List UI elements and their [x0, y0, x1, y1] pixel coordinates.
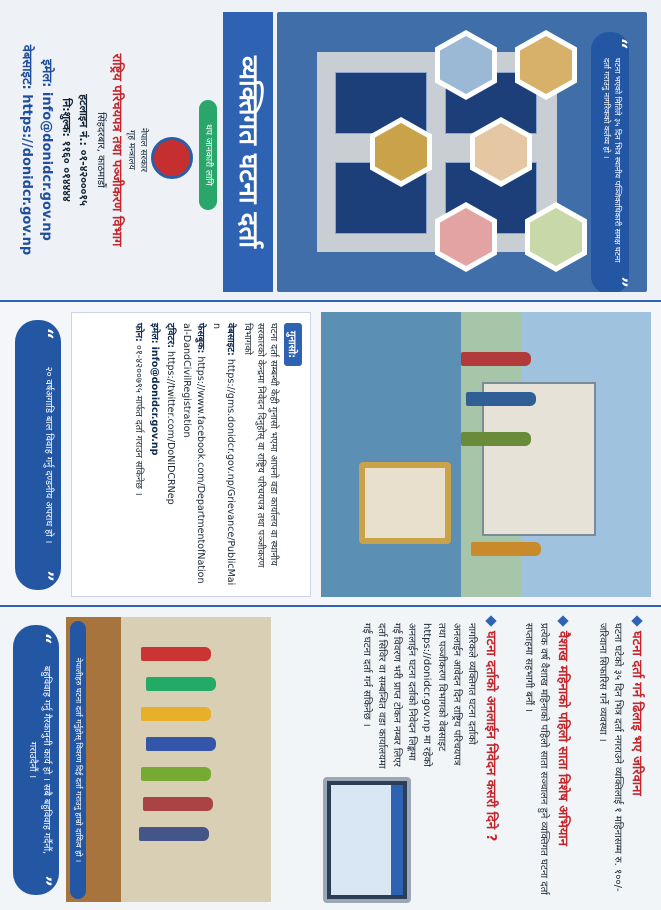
ministry-label: गृह मन्त्रालय — [126, 130, 136, 170]
website-label: वेबसाइट: — [225, 323, 236, 356]
online-application-heading — [483, 617, 501, 841]
person-figure — [141, 647, 211, 661]
diamond-bullet-icon — [631, 615, 642, 626]
cover-website: वेबसाइट: https://donidcr.gov.np — [19, 44, 34, 256]
email-link[interactable]: info@donidcr.gov.np — [149, 346, 160, 456]
polygamy-quote — [13, 625, 59, 895]
contact-panel — [0, 300, 661, 605]
person-figure — [471, 542, 541, 556]
department-address: सिंहदरबार, काठमाडौं — [95, 112, 106, 188]
cover-title: व्यक्तिगत घटना दर्ता — [223, 12, 273, 292]
cover-email: इमेल: info@donidcr.gov.np — [39, 59, 54, 241]
online-application-heading-text: घटना दर्ताको अनलाईन निवेदन कसरी दिने ? — [483, 631, 498, 842]
open-quote-icon: “ — [34, 328, 58, 340]
open-quote-icon: “ — [608, 38, 632, 50]
cover-quote-text: घटना भएको मितिले ३५ दिन भित्र स्थानीय पञ्जिकाधिकारी समक्ष घटना दर्ता गराउनु नागरिकको कर्तव्य हो । — [602, 58, 622, 263]
close-quote-icon: ” — [34, 570, 58, 582]
facebook-link[interactable]: https://www.facebook.com/DepartmentofNational-DandCivilRegistration — [181, 323, 206, 584]
person-figure — [466, 392, 536, 406]
twitter-label: ट्विटर: — [165, 323, 176, 349]
late-fine-heading — [629, 617, 647, 796]
queue-caption: नेपालीहरु घटना दर्ता गर्नुहोस् विवरण दिई दर्ता गराउनु हाम्रो दायित्व हो । — [70, 621, 86, 899]
person-figure — [461, 432, 531, 446]
person-figure — [146, 737, 216, 751]
nepal-emblem-icon — [151, 137, 193, 179]
phone-text: ०१-४२००७९५ मार्फत दर्ता गराउन सकिनेछ । — [133, 344, 144, 496]
person-figure — [461, 352, 531, 366]
diamond-bullet-icon — [485, 615, 496, 626]
cover-panel — [0, 0, 661, 300]
department-name: राष्ट्रिय परिचयपत्र तथा पञ्जीकरण विभाग — [109, 53, 124, 247]
laptop-illustration — [323, 777, 411, 903]
online-application-text: नागरिकले व्यक्तिगत घटना दर्ताको अनलाईन आवेदन दिन राष्ट्रिय परिचयपत्र तथा पञ्जीकरण विभागको वेबसाइट https://donidcr.gov.np मा रहेको अनलाईन घटना दर्ताको निवेदन लिङ्कमा गई विवरण भरी प्राप्त टोकन नम्बर लिएर दर्ता सिविर वा सम्बन्धित वडा कार्यालयमा गई घटना दर्ता गर्न सकिनेछ । — [361, 623, 477, 769]
grievance-intro: घटना दर्ता सम्बन्धी केही गुनासो भएमा आफ्नो वडा कार्यालय वा स्थानीय सरकारको केन्द्रमा निवेदन दिनुहोस् वा राष्ट्रिय परिचयपत्र तथा पञ्जीकरण विभागको — [242, 323, 279, 568]
special-campaign-text: प्रत्येक वर्ष वैशाख महिनाको पहिलो साता सञ्चालन हुने व्यक्तिगत घटना दर्ता सप्ताहमा सहभागी बनौं । — [523, 623, 549, 895]
child-marriage-quote — [15, 320, 61, 590]
cover-subtitle: थप जानकारी लागि — [199, 100, 217, 210]
person-figure — [141, 707, 211, 721]
gov-label: नेपाल सरकार — [138, 127, 148, 173]
hotline-number: हटलाइन नं.: ०१-४२०००१५ — [77, 94, 90, 206]
cover-quote — [591, 32, 632, 292]
queue-illustration — [66, 617, 271, 902]
diamond-bullet-icon — [557, 615, 568, 626]
twitter-link[interactable]: https://twitter.com/DoNIDCRNep — [165, 351, 176, 505]
polygamy-quote-text: बहुविवाह गर्नु गैरकानुनी कार्य हो । सबै बहुविवाह गर्दैनौं, गराउदैनौं । — [27, 665, 52, 855]
person-figure — [139, 827, 209, 841]
grievance-heading: गुनासो: — [284, 323, 302, 366]
grievance-contact-box — [71, 312, 311, 597]
special-campaign-heading — [555, 617, 573, 846]
open-quote-icon: “ — [32, 633, 56, 645]
person-figure — [146, 677, 216, 691]
person-figure — [143, 797, 213, 811]
portrait-frame-illustration — [359, 462, 451, 544]
late-fine-heading-text: घटना दर्ता गर्न ढिलाइ भए जरिवाना — [629, 631, 644, 796]
child-marriage-quote-text: २० वर्षअगाडि बाल विवाह गर्नु दण्डनीय अपराध हो । — [43, 366, 54, 544]
phone-label: फोन: — [133, 323, 144, 342]
grievance-website-link[interactable]: https://gms.donidcr.gov.np/Grievance/PublicMain — [211, 323, 236, 586]
email-label: इमेल: — [149, 323, 160, 344]
family-illustration — [321, 312, 651, 597]
close-quote-icon: ” — [608, 276, 632, 288]
close-quote-icon: ” — [32, 875, 56, 887]
late-fine-text: घटना घटेको ३५ दिन भित्र दर्ता नगराउने व्यक्तिलाई १ महिनासम्म रु. १००/- जरिवाना सिफारिस गर्ने व्यवस्था । — [597, 623, 623, 892]
tollfree-number: नि:शुल्क: ११६० ०१४४४४ — [60, 98, 73, 202]
person-figure — [141, 767, 211, 781]
cover-illustration — [277, 12, 647, 292]
special-campaign-heading-text: वैशाख महिनाको पहिलो साता विशेष अभियान — [555, 631, 570, 846]
info-panel — [0, 605, 661, 910]
facebook-label: फेसबुक: — [195, 323, 206, 354]
